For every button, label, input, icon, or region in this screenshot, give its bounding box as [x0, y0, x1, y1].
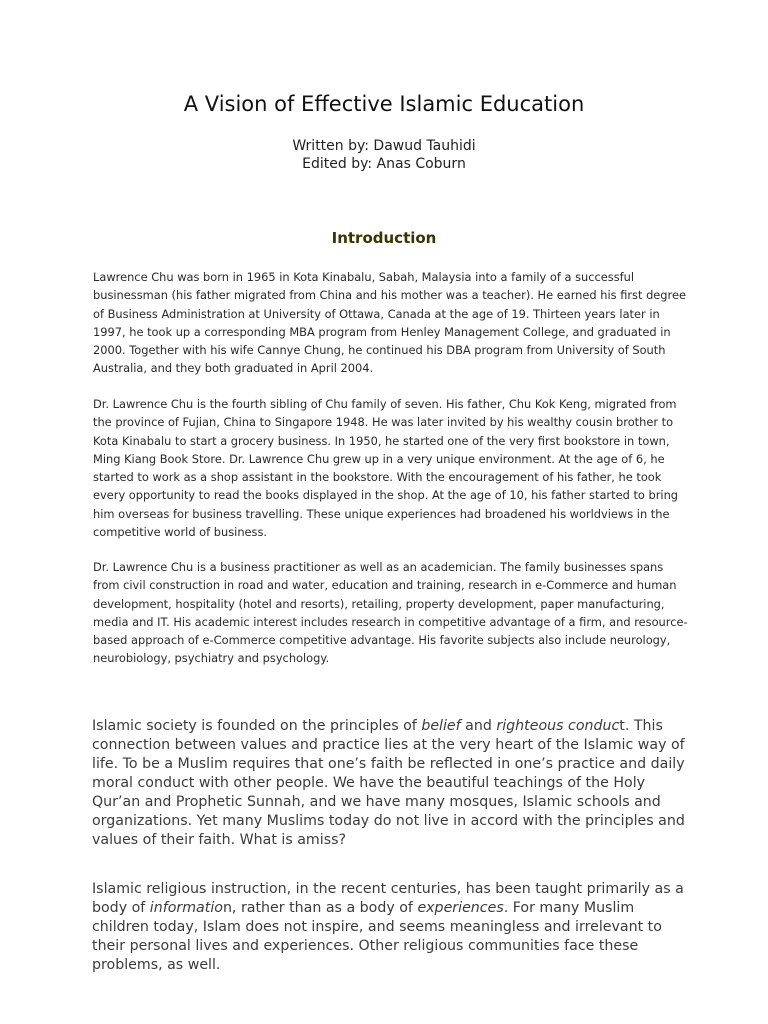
essay-text: Islamic religious instruction, in the recent centuries, has been taught primarily as a body of	[92, 881, 684, 916]
bio-paragraph: Lawrence Chu was born in 1965 in Kota Kinabalu, Sabah, Malaysia into a family of a successful businessman (his father migrated from China and his mother was a teacher). He earned his first degree of Business Administration at University of Ottawa, Canada at the age of 19. Thirteen years later in 1997, he took up a corresponding MBA program from Henley Management College, and graduated in 2000. Together with his wife Cannye Chung, he continued his DBA program from University of South Australia, and they both graduated in April 2004.	[93, 270, 686, 376]
section-heading: Introduction	[331, 229, 437, 247]
bio-paragraph: Dr. Lawrence Chu is the fourth sibling of Chu family of seven. His father, Chu Kok Keng, migrated from the province of Fujian, China to Singapore 1948. He was later invited by his wealthy cousin brother to Kota Kinabalu to start a grocery business. In 1950, he started one of the very first bookstore in town, Ming Kiang Book Store. Dr. Lawrence Chu grew up in a very unique environment. At the age of 6, he started to work as a shop assistant in the bookstore. With the encouragement of his father, he took every opportunity to read the books displayed in the shop. At the age of 10, his father started to bring him overseas for business travelling. These unique experiences had broadened his worldviews in the competitive world of business.	[93, 397, 679, 540]
essay-text: n, rather than as a body of	[222, 900, 418, 916]
essay-text: . For many Muslim children today, Islam does not inspire, and seems meaningless and irrelevant to their personal lives and experiences. Other religious communities face these problems, as well.	[92, 900, 662, 973]
essay-paragraph	[92, 880, 692, 975]
bio-paragraph: Dr. Lawrence Chu is a business practitioner as well as an academician. The family businesses spans from civil construction in road and water, education and training, research in e-Commerce and human development, hospitality (hotel and resorts), retailing, property development, paper manufacturing, media and IT. His academic interest includes research in competitive advantage of a firm, and resource-based approach of e-Commerce competitive advantage. His favorite subjects also include neurology, neurobiology, psychiatry and psychology.	[93, 560, 688, 666]
essay-emphasis: informatio	[149, 900, 223, 916]
editor-line: Edited by: Anas Coburn	[302, 156, 466, 172]
essay-text: Islamic society is founded on the principles of	[92, 718, 422, 734]
essay-emphasis: experiences	[417, 900, 504, 916]
essay-emphasis: belief	[421, 718, 461, 734]
essay-emphasis: righteous conduc	[496, 718, 620, 734]
essay-paragraph	[92, 717, 692, 850]
author-line: Written by: Dawud Tauhidi	[292, 138, 476, 154]
document-title: A Vision of Effective Islamic Education	[183, 92, 585, 116]
essay-text: t. This connection between values and practice lies at the very heart of the Islamic way of life. To be a Muslim requires that one’s faith be reflected in one’s practice and daily moral conduct with other people. We have the beautiful teachings of the Holy Qur’an and Prophetic Sunnah, and we have many mosques, Islamic schools and organizations. Yet many Muslims today do not live in accord with the principles and values of their faith. What is amiss?	[92, 718, 685, 848]
essay-text: and	[460, 718, 497, 734]
